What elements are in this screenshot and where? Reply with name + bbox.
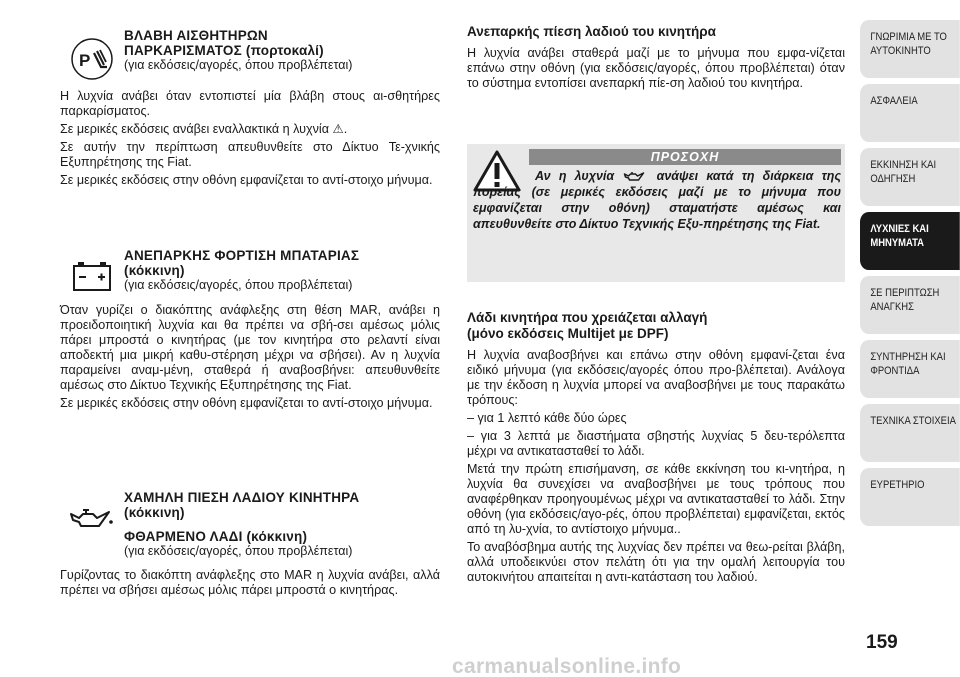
watermark: carmanualsonline.info — [452, 655, 682, 677]
section-title-alt: ΦΘΑΡΜΕΝΟ ΛΑΔΙ (κόκκινη) — [124, 529, 308, 544]
parking-sensor-icon — [71, 38, 113, 80]
warning-text-rest: της πορείας (σε μερικές εκδόσεις μαζί με το μήνυμα που εμφανίζεται στην οθόνη) σταματήστε αμέσως και απευθυνθείτε στο Δίκτυο Τεχνικής Εξυ-πηρέτησης της Fiat. — [473, 169, 841, 231]
oil-pressure-detail-section — [467, 24, 845, 91]
tab-label: ΛΥΧΝΙΕΣ ΚΑΙ — [870, 223, 929, 235]
section-title-line2: (κόκκινη) — [124, 263, 185, 278]
tab-maintenance[interactable] — [860, 340, 960, 398]
middle-column — [467, 20, 845, 640]
tab-emergency[interactable] — [860, 276, 960, 334]
section-subtitle: (για εκδόσεις/αγορές, όπου προβλέπεται) — [124, 278, 353, 292]
oil-can-icon — [622, 171, 648, 183]
paragraph: Σε αυτήν την περίπτωση απευθυνθείτε στο Δίκτυο Τε-χνικής Εξυπηρέτησης της Fiat. — [60, 140, 440, 169]
tab-safety[interactable] — [860, 84, 960, 142]
paragraph: Μετά την πρώτη επισήμανση, σε κάθε εκκίνηση του κι-νητήρα, η λυχνία θα συνεχίσει να αναβοσβήνει με τους τρόπους που αναφέρθηκαν προηγουμένως μέχρι να αντικατασταθεί το λάδι. Στην οθόνη (για εκδόσεις/αγο-ρές, όπου προβλέπεται) εμφανίζεται, εκτός από τη λυ-χνία, το αντίστοιχο μήνυμα.. — [467, 462, 845, 536]
tab-label: ΓΝΩΡΙΜΙΑ ΜΕ ΤΟ — [870, 31, 947, 43]
tab-label: ΣΕ ΠΕΡΙΠΤΩΣΗ — [870, 287, 940, 299]
paragraph: – για 3 λεπτά με διαστήματα σβηστής λυχνίας 5 δευ-τερόλεπτα μέχρι να αντικατασταθεί το λάδι. — [467, 429, 845, 458]
section-title: ΒΛΑΒΗ ΑΙΣΘΗΤΗΡΩΝ — [124, 28, 268, 43]
tab-warning-lights[interactable] — [860, 212, 960, 270]
page-number: 159 — [866, 632, 898, 653]
section-title: Λάδι κινητήρα που χρειάζεται αλλαγή — [467, 310, 708, 325]
paragraph: Σε μερικές εκδόσεις στην οθόνη εμφανίζεται το αντί-στοιχο μήνυμα. — [60, 173, 433, 187]
oil-can-icon — [69, 508, 115, 532]
section-title-line2: (μόνο εκδόσεις Multijet με DPF) — [467, 326, 669, 341]
battery-icon — [70, 258, 114, 294]
tab-label-line2: ΑΥΤΟΚΙΝΗΤΟ — [870, 45, 931, 57]
battery-section — [60, 248, 440, 411]
section-title-line2: ΠΑΡΚΑΡΙΣΜΑΤΟΣ (πορτοκαλί) — [124, 43, 324, 58]
section-title: Ανεπαρκής πίεση λαδιού του κινητήρα — [467, 24, 716, 39]
tab-label: ΣΥΝΤΗΡΗΣΗ ΚΑΙ — [870, 351, 946, 363]
tab-label-line2: ΦΡΟΝΤΙΔΑ — [870, 365, 920, 377]
section-subtitle: (για εκδόσεις/αγορές, όπου προβλέπεται) — [124, 544, 353, 558]
svg-text:P: P — [79, 51, 91, 70]
warning-box — [467, 144, 845, 282]
section-title: ΧΑΜΗΛΗ ΠΙΕΣΗ ΛΑΔΙΟΥ ΚΙΝΗΤΗΡΑ — [124, 490, 360, 505]
warning-text — [473, 168, 841, 232]
tab-label: ΤΕΧΝΙΚΑ ΣΤΟΙΧΕΙΑ — [870, 415, 956, 427]
tab-label-line2: ΜΗΝΥΜΑΤΑ — [870, 237, 925, 249]
tab-label: ΕΚΚΙΝΗΣΗ ΚΑΙ — [870, 159, 937, 171]
paragraph: Σε μερικές εκδόσεις ανάβει εναλλακτικά η λυχνία ⚠. — [60, 122, 348, 136]
tab-starting-driving[interactable] — [860, 148, 960, 206]
paragraph: Σε μερικές εκδόσεις στην οθόνη εμφανίζεται το αντί-στοιχο μήνυμα. — [60, 396, 433, 410]
tab-label-line2: ΑΝΑΓΚΗΣ — [870, 301, 914, 313]
warning-banner: ΠΡΟΣΟΧΗ — [529, 149, 841, 165]
paragraph: Η λυχνία ανάβει όταν εντοπιστεί μία βλάβη στους αι-σθητήρες παρκαρίσματος. — [60, 89, 440, 118]
oil-change-section — [467, 310, 845, 585]
paragraph: Η λυχνία αναβοσβήνει και επάνω στην οθόνη εμφανί-ζεται ένα ειδικό μήνυμα (για εκδόσεις/αγορές όπου προ-βλέπεται). Ανάλογα με την έκδοση η λυχνία μπορεί να αναβοσβήνει με τους παρακάτω τρόπους: — [467, 348, 845, 407]
tab-technical-data[interactable] — [860, 404, 960, 462]
tab-label-line2: ΟΔΗΓΗΣΗ — [870, 173, 916, 185]
warning-text-cont: ανάψει κατά τη διάρκεια — [656, 169, 814, 183]
warning-text-start: Αν η λυχνία — [535, 169, 615, 183]
paragraph: Η λυχνία ανάβει σταθερά μαζί με το μήνυμα που εμφα-νίζεται επάνω στην οθόνη (για εκδόσεις/αγορές, όπου προβλέπεται) όταν το σύστημα εντοπίσει ανεπαρκή πίε-ση λαδιού του κινητήρα. — [467, 46, 845, 90]
chapter-sidebar — [860, 20, 960, 532]
section-subtitle: (για εκδόσεις/αγορές, όπου προβλέπεται) — [124, 58, 353, 72]
paragraph: Όταν γυρίζει ο διακόπτης ανάφλεξης στη θέση MAR, ανάβει η προειδοποιητική λυχνία και θα πρέπει να σβή-σει αμέσως μόλις πάρει μπροστά ο κινητήρας (με τον κινητήρα στο ρελαντί είναι αποδεκτή μια μικρή καθυ-στέρηση μέχρι να σβήσει). Αν η λυχνία παραμείνει αναμ-μένη, σταθερά ή αναβοσβήνει: απευθυνθείτε αμέσως στο Δίκτυο Τεχνικής Εξυπηρέτησης της Fiat. — [60, 303, 440, 392]
paragraph: Το αναβόσβημα αυτής της λυχνίας δεν πρέπει να θεω-ρείται βλάβη, αλλά υποδεικνύει στον πελάτη ότι για την ομαλή λειτουργία του αυτοκινήτου απαιτείται η αντι-κατάσταση του λαδιού. — [467, 540, 845, 584]
tab-label: ΕΥΡΕΤΗΡΙΟ — [870, 479, 925, 491]
section-title: ΑΝΕΠΑΡΚΗΣ ΦΟΡΤΙΣΗ ΜΠΑΤΑΡΙΑΣ — [124, 248, 360, 263]
parking-sensor-section — [60, 28, 440, 188]
oil-pressure-section — [60, 490, 440, 598]
paragraph: Γυρίζοντας το διακόπτη ανάφλεξης στο MAR η λυχνία ανάβει, αλλά πρέπει να σβήσει αμέσως μόλις πάρει μπροστά ο κινητήρας. — [60, 568, 440, 597]
tab-getting-to-know[interactable] — [860, 20, 960, 78]
paragraph: – για 1 λεπτό κάθε δύο ώρες — [467, 411, 627, 425]
section-title-line2: (κόκκινη) — [124, 505, 185, 520]
tab-label: ΑΣΦΑΛΕΙΑ — [870, 95, 918, 107]
tab-index[interactable] — [860, 468, 960, 526]
